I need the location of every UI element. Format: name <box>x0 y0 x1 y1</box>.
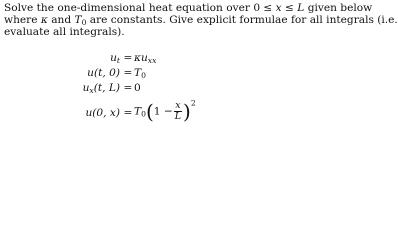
equals-sign: = <box>123 52 133 64</box>
fraction-numerator: x <box>175 100 181 111</box>
math-expression: κu <box>134 52 148 64</box>
equation-rhs <box>134 82 141 94</box>
problem-text: and <box>47 14 75 27</box>
math-var-L: L <box>297 2 305 14</box>
right-paren: ) <box>183 99 191 124</box>
equation-lhs <box>87 67 120 79</box>
math-constant: 0 <box>134 82 141 94</box>
equation-rhs <box>134 98 196 124</box>
problem-line-1 <box>4 2 373 14</box>
math-var-T: T <box>134 105 142 118</box>
math-var-u: u <box>110 52 117 64</box>
math-var-kappa: κ <box>40 14 48 27</box>
math-var-x: x <box>275 2 282 14</box>
equation-boundary-right <box>0 82 350 96</box>
equation-lhs <box>83 82 120 94</box>
equation-lhs <box>85 107 120 119</box>
left-paren: ( <box>145 99 154 124</box>
problem-line-2 <box>4 14 398 28</box>
math-var-u: u <box>85 107 93 119</box>
problem-text: Solve the one-dimensional heat equation over 0 ≤ <box>4 2 276 14</box>
equation-system <box>0 50 350 130</box>
math-expression: 1 − <box>153 105 173 118</box>
math-var-T: T <box>74 14 82 27</box>
equation-rhs <box>134 67 146 79</box>
equation-initial-condition <box>0 98 350 127</box>
math-var-u: u <box>82 82 90 94</box>
fraction-denominator: L <box>174 111 182 122</box>
math-subscript: 0 <box>81 18 87 28</box>
equation-boundary-left <box>0 67 350 81</box>
problem-text: are constants. Give explicit formulae for all integrals (i.e. <box>86 14 398 27</box>
math-subscript: t <box>116 55 120 65</box>
problem-text: ≤ <box>281 2 298 14</box>
math-subscript: x <box>89 85 94 95</box>
equation-pde <box>0 52 350 66</box>
math-subscript: xx <box>147 55 157 65</box>
math-subscript: 0 <box>141 70 146 80</box>
equation-rhs <box>134 52 156 64</box>
equation-lhs <box>110 52 120 64</box>
equals-sign: = <box>123 82 133 94</box>
math-exponent: 2 <box>190 98 196 108</box>
math-arguments: (t, L) <box>93 82 120 94</box>
math-var-T: T <box>134 67 142 79</box>
problem-text: where <box>4 14 41 27</box>
math-subscript: 0 <box>141 109 146 119</box>
problem-statement <box>4 2 398 39</box>
equals-sign: = <box>123 107 133 119</box>
math-fraction <box>174 101 182 122</box>
problem-line-3: evaluate all integrals). <box>4 26 125 39</box>
equals-sign: = <box>123 67 133 79</box>
problem-text: given below <box>304 2 373 14</box>
math-arguments: (t, 0) <box>94 67 120 79</box>
math-arguments: (0, x) <box>92 107 120 119</box>
math-var-u: u <box>87 67 94 79</box>
